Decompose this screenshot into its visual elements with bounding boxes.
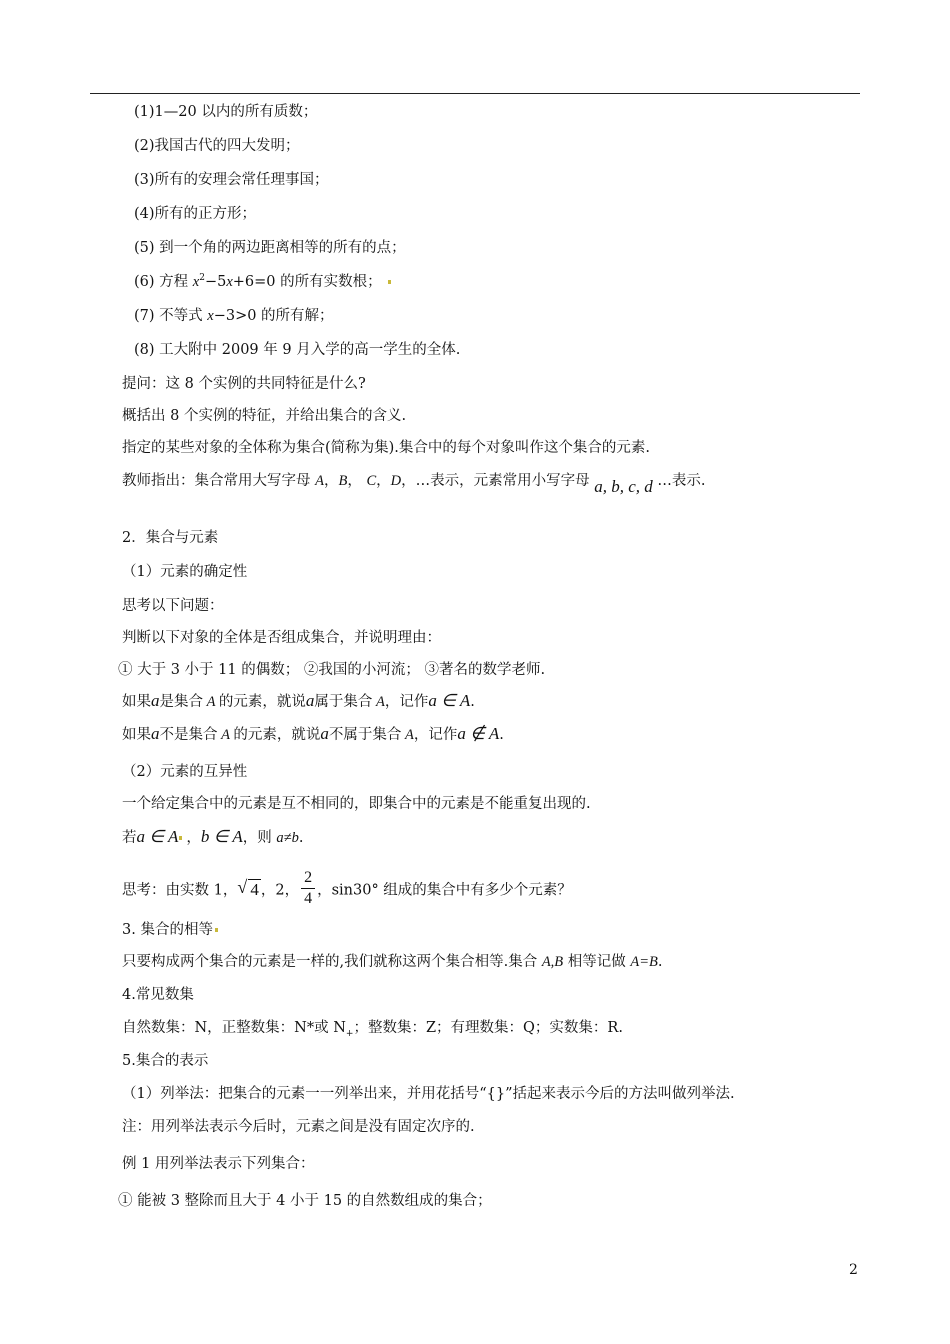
think-title: 思考以下问题：	[122, 598, 224, 614]
question-line: 提问：这 8 个实例的共同特征是什么?	[122, 376, 366, 392]
page-number: 2	[849, 1262, 858, 1278]
mark-dot	[215, 928, 218, 932]
mark-dot	[388, 280, 391, 284]
definition-line: 指定的某些对象的全体称为集合(简称为集).集合中的每个对象叫作这个集合的元素.	[122, 440, 651, 456]
sqrt-expression: √ 4	[237, 876, 259, 899]
example-1-title: 例 1 用列举法表示下列集合：	[122, 1156, 315, 1172]
section-5-title: 5.集合的表示	[122, 1053, 209, 1069]
not-belongs-line: 如果a不是集合 A 的元素，就说a不属于集合 A，记作a ∉ A.	[122, 724, 504, 743]
think2-line: 思考：由实数 1， √ 4 ，2， $\frac{2}{4}$ ，sin30° 组成的集合中有多少个元素？	[122, 869, 572, 907]
item-2: (2)我国古代的四大发明；	[134, 138, 300, 154]
item-1: (1)1—20 以内的所有质数；	[134, 104, 318, 120]
distinct-line: 一个给定集合中的元素是互不相同的，即集合中的元素是不能重复出现的.	[122, 796, 591, 812]
section-3-title: 3. 集合的相等	[122, 920, 218, 940]
section-2-1: （1）元素的确定性	[122, 564, 248, 580]
item-7: (7) 不等式 x−3>0 的所有解；	[134, 308, 334, 324]
header-rule	[90, 93, 860, 94]
item-8: (8) 工大附中 2009 年 9 月入学的高一学生的全体.	[134, 342, 461, 358]
lowercase-letters: a, b, c, d	[594, 477, 653, 496]
item-5: (5) 到一个角的两边距离相等的所有的点；	[134, 240, 406, 256]
equal-line: 只要构成两个集合的元素是一样的,我们就称这两个集合相等.集合 A,B 相等记做 A=B.	[122, 954, 663, 970]
teacher-line: 教师指出：集合常用大写字母 A，B， C，D，…表示，元素常用小写字母 a, b, c, d …表示.	[122, 473, 706, 496]
fraction: $\frac{2}{4}$	[301, 868, 315, 909]
judge-line: 判断以下对象的全体是否组成集合，并说明理由：	[122, 630, 441, 646]
mark-dot	[179, 836, 182, 840]
section-2-title: 2．集合与元素	[122, 530, 219, 546]
item-6: (6) 方程 $x^2-5x+6=0$ 的所有实数根；	[134, 272, 391, 292]
example-1-item-1: ① 能被 3 整除而且大于 4 小于 15 的自然数组成的集合；	[118, 1193, 492, 1209]
section-4-title: 4.常见数集	[122, 987, 194, 1003]
item-3: (3)所有的安理会常任理事国；	[134, 172, 329, 188]
item-4: (4)所有的正方形；	[134, 206, 257, 222]
belongs-line: 如果a是集合 A 的元素，就说a属于集合 A，记作a ∈ A.	[122, 691, 475, 710]
examples-line: ① 大于 3 小于 11 的偶数； ②我国的小河流； ③著名的数学老师.	[118, 662, 546, 678]
number-sets-line: 自然数集：N，正整数集：N*或 $N_+$；整数集：Z；有理数集：Q；实数集：R.	[122, 1020, 623, 1039]
summary-line: 概括出 8 个实例的特征，并给出集合的含义.	[122, 408, 407, 424]
listing-method-line: （1）列举法：把集合的元素一一列举出来，并用花括号“{}”括起来表示今后的方法叫做列举法.	[122, 1086, 735, 1102]
section-2-2: （2）元素的互异性	[122, 764, 248, 780]
note-line: 注：用列举法表示今后时，元素之间是没有固定次序的.	[122, 1119, 475, 1135]
if-line: 若a ∈ A ，b ∈ A，则 a≠b.	[122, 827, 304, 846]
